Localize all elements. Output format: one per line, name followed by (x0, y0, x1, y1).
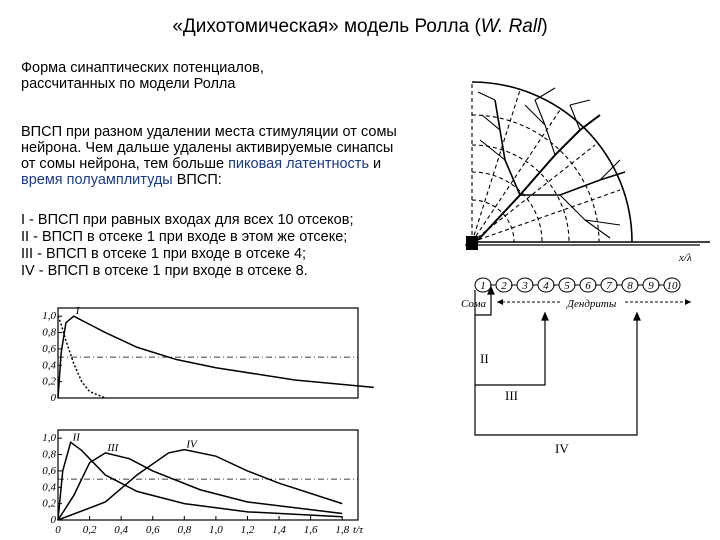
x-tick-label: 0,2 (82, 524, 97, 536)
input-label-iii: III (505, 388, 518, 403)
chart2-plot (42, 430, 364, 536)
highlight-half-amplitude-time: время полуамплитуды (21, 172, 173, 188)
x-tick-label: 0,4 (114, 524, 129, 536)
chart-epsp-distance (28, 408, 368, 540)
series-label: I (75, 305, 80, 318)
x-tick-label: 0,6 (145, 524, 160, 536)
description: ВПСП при разном удалении места стимуляции от сомы нейрона. Чем дальше удалены активируемые синапсы от сомы нейрона, тем больше пиковая латентность и время полуамплитуды ВПСП: (21, 124, 397, 188)
input-label-iv: IV (555, 441, 569, 456)
y-tick-label: 0 (50, 514, 56, 526)
x-lambda-label: x/λ (679, 252, 692, 264)
subtitle: Форма синаптических потенциалов, рассчитанных по модели Ролла (21, 60, 264, 92)
y-tick-label: 0,8 (42, 448, 56, 461)
series-label: III (107, 441, 119, 454)
compartment-label: 10 (666, 280, 678, 292)
legend (21, 212, 353, 280)
compartment-chain-diagram (455, 245, 705, 456)
y-tick-label: 0,2 (42, 497, 56, 510)
x-tick-label: 1,4 (272, 524, 286, 536)
y-tick-label: 0,4 (42, 359, 56, 372)
y-tick-label: 0,6 (42, 342, 56, 355)
series-line (58, 453, 342, 520)
legend-item-ii: II - ВПСП в отсеке 1 при входе в этом же отсеке; (21, 229, 348, 245)
legend-item-i: I - ВПСП при равных входах для всех 10 отсеков; (21, 212, 354, 228)
x-axis-label: t/τ (353, 524, 364, 536)
y-tick-label: 1,0 (42, 310, 56, 323)
chart1-plot (42, 305, 374, 404)
series-line (58, 450, 342, 520)
x-tick-label: 0 (55, 524, 61, 536)
compartment-label: 9 (648, 280, 654, 292)
x-tick-label: 1,2 (240, 524, 255, 536)
compartment-label: 5 (564, 280, 570, 292)
compartment-label: 3 (522, 280, 528, 292)
series-label: II (72, 431, 80, 444)
x-tick-label: 1,8 (335, 524, 350, 536)
x-tick-label: 0,8 (177, 524, 192, 536)
legend-item-iii: III - ВПСП в отсеке 1 при входе в отсеке 4; (21, 246, 307, 262)
chart-epsp-uniform (28, 300, 368, 410)
highlight-peak-latency: пиковая латентность (228, 156, 369, 172)
x-tick-label: 1,0 (209, 524, 223, 536)
y-tick-label: 0,4 (42, 481, 56, 494)
legend-item-iv: IV - ВПСП в отсеке 1 при входе в отсеке 8. (21, 263, 308, 279)
series-label: IV (186, 438, 197, 451)
compartment-label: 2 (501, 280, 507, 292)
y-tick-label: 1,0 (42, 432, 56, 445)
y-tick-label: 0,2 (42, 375, 56, 388)
soma-label: Сома (461, 298, 487, 310)
compartments (475, 278, 680, 292)
dendrite-branches (456, 82, 710, 242)
compartment-label: 1 (480, 280, 486, 292)
dendrites-label: Дендриты (567, 298, 617, 310)
compartment-label: 4 (543, 280, 549, 292)
plot-frame (58, 308, 358, 398)
compartment-label: 6 (585, 280, 591, 292)
input-label-ii: II (480, 351, 489, 366)
neuron-tree-diagram (460, 60, 720, 265)
compartment-label: 7 (606, 280, 612, 292)
y-tick-label: 0,6 (42, 464, 56, 477)
compartment-label: 8 (627, 280, 633, 292)
y-tick-label: 0,8 (42, 326, 56, 339)
y-tick-label: 0 (50, 392, 56, 404)
x-tick-label: 1,6 (303, 524, 318, 536)
page-title: «Дихотомическая» модель Ролла (W. Rall) (172, 16, 548, 37)
